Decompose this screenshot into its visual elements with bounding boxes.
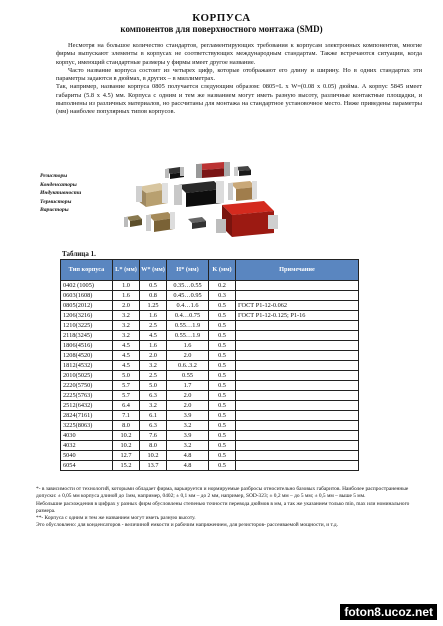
cell-length: 3.2 (113, 321, 140, 331)
cell-height: 2.0 (167, 391, 209, 401)
table-row (61, 391, 359, 401)
cell-k: 0.5 (209, 361, 236, 371)
cell-note: ГОСТ Р1-12-0.125; Р1-16 (236, 311, 359, 321)
type-resistors: Резисторы (40, 173, 68, 179)
footnotes (36, 486, 414, 530)
header-note: Примечание (236, 260, 359, 281)
table-row (61, 381, 359, 391)
cell-note (236, 391, 359, 401)
cell-height: 0.4…0.75 (167, 311, 209, 321)
table-row (61, 401, 359, 411)
cell-k: 0.5 (209, 321, 236, 331)
capacitor-ceramic-icon (136, 183, 168, 207)
cell-height: 4.8 (167, 451, 209, 461)
cell-note (236, 351, 359, 361)
cell-k: 0.5 (209, 441, 236, 451)
table-row (61, 341, 359, 351)
cell-length: 4.5 (113, 351, 140, 361)
table-row (61, 421, 359, 431)
cell-height: 0.35…0.55 (167, 281, 209, 291)
cell-length: 10.2 (113, 441, 140, 451)
cell-note (236, 281, 359, 291)
chip-grey-icon (188, 217, 206, 229)
tantalum-capacitor-icon (216, 201, 278, 237)
cell-k: 0.5 (209, 371, 236, 381)
header-height: H* (мм) (167, 260, 209, 281)
cell-note (236, 411, 359, 421)
cell-note (236, 461, 359, 471)
cell-package-type: 2225(5763) (61, 391, 113, 401)
cell-length: 1.6 (113, 291, 140, 301)
cell-package-type: 1812(4532) (61, 361, 113, 371)
footnote-3: **- Корпуса с одним и тем же названием могут иметь разную высоту. (36, 515, 196, 522)
cell-width: 6.3 (140, 421, 167, 431)
cell-package-type: 0805(2012) (61, 301, 113, 311)
intro-paragraph-3: Так, например, название корпуса 0805 получается следующим образом: 0805=L x W=(0.08 x 0.05) дюйма. А корпус 5845 имеет габариты (5.8 x 4.5) мм. Корпуса с одним и тем же названием могут иметь разную высоту, различные контактные площадки, и выполнены из различных материалов, но рассчитаны для монтажа на стандартное установочное место. Ниже приведены параметры (мм) наиболее популярных типов корпусов. (56, 83, 422, 116)
cell-length: 15.2 (113, 461, 140, 471)
cell-package-type: 1806(4516) (61, 341, 113, 351)
cell-height: 2.0 (167, 401, 209, 411)
footnote-1: *- в зависимости от технологий, которыми обладает фирма, варьируется и нормируемые разбросы относительно базовых габаритов. Наиболее распространенные допуски: ± 0,05 мм корпуса длиной до 1мм, например, 0402; ± 0,1 мм – до 2 мм, например, SOD-323; ± 0,2 мм – до 5 мм; ± 0,5 мм – выше 5 мм. (36, 486, 409, 500)
cell-k: 0.5 (209, 351, 236, 361)
cell-k: 0.5 (209, 331, 236, 341)
table-row (61, 351, 359, 361)
cell-note (236, 341, 359, 351)
cell-width: 13.7 (140, 461, 167, 471)
table-row (61, 291, 359, 301)
cell-length: 8.0 (113, 421, 140, 431)
table-caption: Таблица 1. (62, 250, 96, 258)
cell-k: 0.5 (209, 311, 236, 321)
cell-note (236, 321, 359, 331)
cell-height: 0.6..3.2 (167, 361, 209, 371)
cell-width: 2.0 (140, 351, 167, 361)
capacitor-tan-icon (228, 181, 257, 201)
cell-k: 0.5 (209, 431, 236, 441)
header-k: K (мм) (209, 260, 236, 281)
footnote-2: Небольшие расхождения в цифрах у разных фирм обусловлены степенью точности перевода дюймов в мм, а так же указанием только min, max или номинального размера. (36, 500, 410, 514)
cell-length: 1.0 (113, 281, 140, 291)
cell-package-type: 2118(3245) (61, 331, 113, 341)
header-length: L* (мм) (113, 260, 140, 281)
table-row (61, 411, 359, 421)
cell-height: 3.9 (167, 431, 209, 441)
cell-k: 0.5 (209, 461, 236, 471)
cell-package-type: 1210(3225) (61, 321, 113, 331)
cell-width: 0.8 (140, 291, 167, 301)
cell-k: 0.5 (209, 451, 236, 461)
cell-height: 3.2 (167, 441, 209, 451)
chip-small-black-icon (165, 167, 184, 179)
table-row (61, 431, 359, 441)
cell-length: 3.2 (113, 311, 140, 321)
cell-width: 10.2 (140, 451, 167, 461)
cell-package-type: 0402 (1005) (61, 281, 113, 291)
table-row (61, 321, 359, 331)
cell-width: 3.2 (140, 401, 167, 411)
cell-note (236, 291, 359, 301)
resistor-black-icon (174, 181, 224, 207)
cell-package-type: 4030 (61, 431, 113, 441)
cell-width: 1.25 (140, 301, 167, 311)
cell-width: 0.5 (140, 281, 167, 291)
cell-height: 0.55…1.9 (167, 321, 209, 331)
cell-note (236, 331, 359, 341)
cell-package-type: 5040 (61, 451, 113, 461)
cell-width: 3.2 (140, 361, 167, 371)
cell-length: 5.7 (113, 381, 140, 391)
cell-k: 0.5 (209, 301, 236, 311)
cell-width: 8.0 (140, 441, 167, 451)
cell-k: 0.5 (209, 411, 236, 421)
cell-package-type: 2220(5750) (61, 381, 113, 391)
cell-k: 0.5 (209, 391, 236, 401)
cell-height: 1.6 (167, 341, 209, 351)
cell-height: 0.55 (167, 371, 209, 381)
cell-height: 1.7 (167, 381, 209, 391)
cell-length: 12.7 (113, 451, 140, 461)
header-width: W* (мм) (140, 260, 167, 281)
cell-height: 4.8 (167, 461, 209, 471)
smd-components-photo (118, 159, 283, 246)
type-capacitors: Конденсаторы (40, 181, 77, 188)
cell-package-type: 3225(8063) (61, 421, 113, 431)
cell-height: 2.0 (167, 351, 209, 361)
table-row (61, 361, 359, 371)
type-inductors: Индуктивности (40, 190, 82, 197)
intro-paragraph-2: Часто название корпуса состоит из четырех цифр, которые отображают его длину и ширину. Но в одних стандартах эти параметры задаются в дюймах, в других – в миллиметрах. (56, 66, 422, 83)
cell-package-type: 6054 (61, 461, 113, 471)
chip-red-icon (196, 162, 230, 178)
cell-height: 0.45…0.95 (167, 291, 209, 301)
cell-length: 6.4 (113, 401, 140, 411)
type-varistors: Варисторы (40, 207, 69, 214)
cell-package-type: 1208(4520) (61, 351, 113, 361)
table-row (61, 301, 359, 311)
intro-paragraph-1: Несмотря на большое количество стандартов, регламентирующих требования к корпусам электронных компонентов, многие фирмы выпускают элементы в корпусах не соответствующих международным стандартам. Также встречаются ситуации, когда корпус, имеющий стандартные размеры у фирмы имеет другое название. (56, 42, 422, 66)
cell-width: 6.1 (140, 411, 167, 421)
cell-length: 5.0 (113, 371, 140, 381)
cell-length: 10.2 (113, 431, 140, 441)
cell-width: 1.6 (140, 341, 167, 351)
cell-width: 2.5 (140, 371, 167, 381)
cell-package-type: 2512(6432) (61, 401, 113, 411)
table-header-row (61, 260, 359, 281)
cell-height: 3.2 (167, 421, 209, 431)
cell-height: 0.55…1.9 (167, 331, 209, 341)
intro-text (56, 42, 422, 117)
cell-width: 7.6 (140, 431, 167, 441)
cell-length: 5.7 (113, 391, 140, 401)
cell-width: 1.6 (140, 311, 167, 321)
cell-width: 2.5 (140, 321, 167, 331)
cell-height: 0.4…1.6 (167, 301, 209, 311)
cell-length: 2.0 (113, 301, 140, 311)
cell-width: 6.3 (140, 391, 167, 401)
cell-package-type: 2010(5025) (61, 371, 113, 381)
cell-length: 7.1 (113, 411, 140, 421)
chip-dark-small-icon (234, 166, 251, 176)
table-row (61, 441, 359, 451)
cell-length: 3.2 (113, 331, 140, 341)
chip-bottom-left-icon (124, 215, 142, 227)
cell-note: ГОСТ Р1-12-0.062 (236, 301, 359, 311)
cell-package-type: 0603(1608) (61, 291, 113, 301)
header-package-type: Тип корпуса (61, 260, 113, 281)
table-row (61, 331, 359, 341)
type-thermistors: Термисторы (40, 198, 72, 205)
component-types-list (40, 172, 81, 215)
cell-package-type: 2824(7161) (61, 411, 113, 421)
package-dimensions-table (60, 259, 359, 471)
cell-k: 0.2 (209, 281, 236, 291)
footnote-4: Это обусловлено: для конденсаторов - величиной емкости и рабочим напряжением, для резисторов- рассеиваемой мощности, и т.д. (36, 522, 338, 529)
cell-note (236, 361, 359, 371)
cell-note (236, 441, 359, 451)
cell-k: 0.5 (209, 401, 236, 411)
table-row (61, 371, 359, 381)
cell-k: 0.3 (209, 291, 236, 301)
table-row (61, 311, 359, 321)
cell-note (236, 421, 359, 431)
page-subtitle: компонентов для поверхностного монтажа (SMD) (120, 24, 323, 34)
table-row (61, 461, 359, 471)
site-watermark: foton8.ucoz.net (340, 604, 437, 620)
cell-k: 0.5 (209, 341, 236, 351)
page-title: КОРПУСА (192, 12, 251, 24)
cell-note (236, 401, 359, 411)
cell-length: 4.5 (113, 361, 140, 371)
cell-k: 0.5 (209, 421, 236, 431)
cell-width: 4.5 (140, 331, 167, 341)
cell-package-type: 4032 (61, 441, 113, 451)
cell-note (236, 431, 359, 441)
cell-width: 5.0 (140, 381, 167, 391)
table-row (61, 281, 359, 291)
cell-height: 3.9 (167, 411, 209, 421)
table-row (61, 451, 359, 461)
cell-package-type: 1206(3216) (61, 311, 113, 321)
chip-bottom-brown-icon (146, 212, 175, 232)
cell-note (236, 381, 359, 391)
cell-note (236, 451, 359, 461)
cell-k: 0.5 (209, 381, 236, 391)
cell-note (236, 371, 359, 381)
cell-length: 4.5 (113, 341, 140, 351)
